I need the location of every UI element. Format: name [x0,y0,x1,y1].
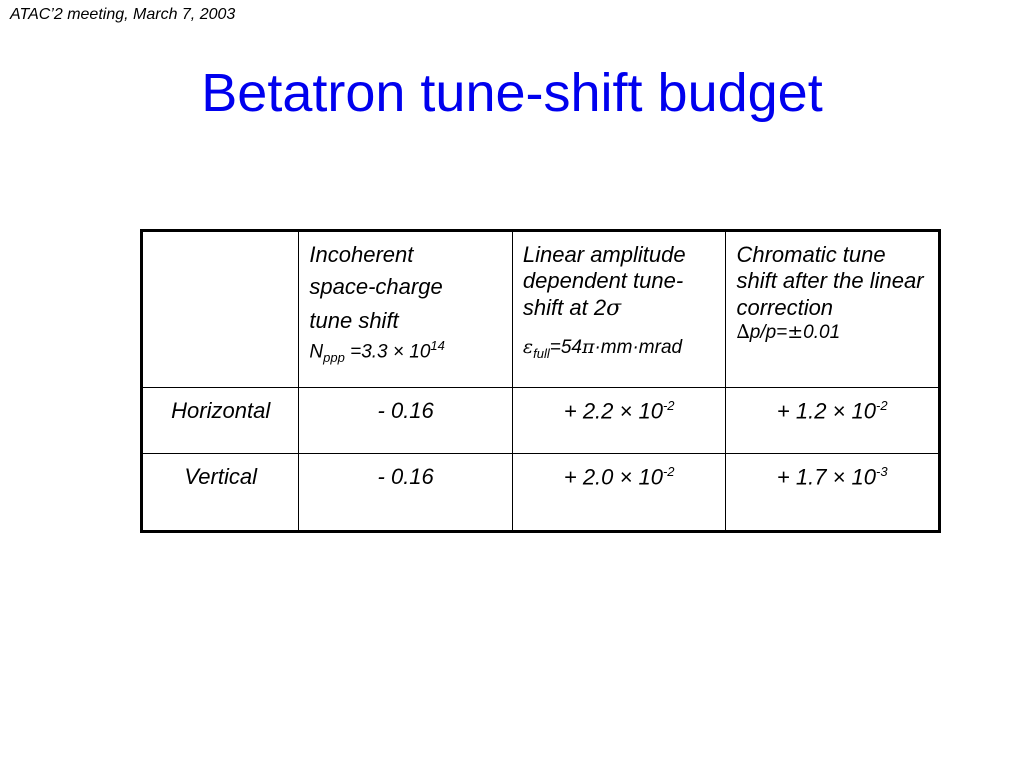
cell-chromatic-horizontal [726,388,940,454]
chromatic-text: Chromatic tune shift after the linear correction [736,242,924,320]
space-charge-formula [309,338,502,366]
header-space-charge [299,231,513,388]
plus-minus-symbol: ± [787,321,804,344]
table-header-row [142,231,940,388]
formula-n: N [309,341,324,363]
cell-linear-amplitude-vertical [512,454,726,532]
space-charge-line1: Incoherent [309,242,414,267]
dp-value: 0.01 [803,322,841,344]
formula-ppp-sub: ppp [323,350,345,366]
tune-shift-budget-table [140,229,941,533]
value-base: + 1.2 × 10 [776,398,876,424]
table-row [142,388,940,454]
value-exp: -2 [662,398,675,413]
value-exp: -3 [875,464,888,479]
space-charge-line2: space-charge [309,274,443,299]
value-exp: -2 [662,464,675,479]
row-label-horizontal: Horizontal [142,388,299,454]
emittance-value: =54 [549,337,582,359]
header-note: ATAC’2 meeting, March 7, 2003 [10,6,236,23]
chromatic-formula [736,321,928,345]
value-base: + 2.2 × 10 [563,398,663,424]
space-charge-line3: tune shift [309,308,399,333]
delta-symbol: ∆ [736,321,750,344]
formula-exp: 14 [430,338,445,353]
cell-chromatic-vertical [726,454,940,532]
sigma-symbol: σ [606,295,622,321]
row-label-vertical: Vertical [142,454,299,532]
table-row [142,454,940,532]
value-base: + 2.0 × 10 [563,464,663,490]
header-linear-amplitude [512,231,726,388]
value-base: + 1.7 × 10 [776,464,876,490]
pi-symbol: π [581,336,595,359]
epsilon-sub: full [533,345,550,361]
formula-value: =3.3 × 10 [344,341,431,363]
header-chromatic [726,231,940,388]
slide-title: Betatron tune-shift budget [201,63,823,123]
dp-text: p/p= [749,322,788,344]
emittance-units: ·mm·mrad [594,337,683,359]
table-corner-cell [142,231,299,388]
emittance-formula [523,336,716,361]
cell-space-charge-vertical: - 0.16 [299,454,513,532]
cell-linear-amplitude-horizontal [512,388,726,454]
epsilon-symbol: ε [522,336,534,359]
cell-space-charge-horizontal: - 0.16 [299,388,513,454]
linear-amplitude-text: Linear amplitude dependent tune-shift at 2 [522,242,686,320]
value-exp: -2 [875,398,888,413]
